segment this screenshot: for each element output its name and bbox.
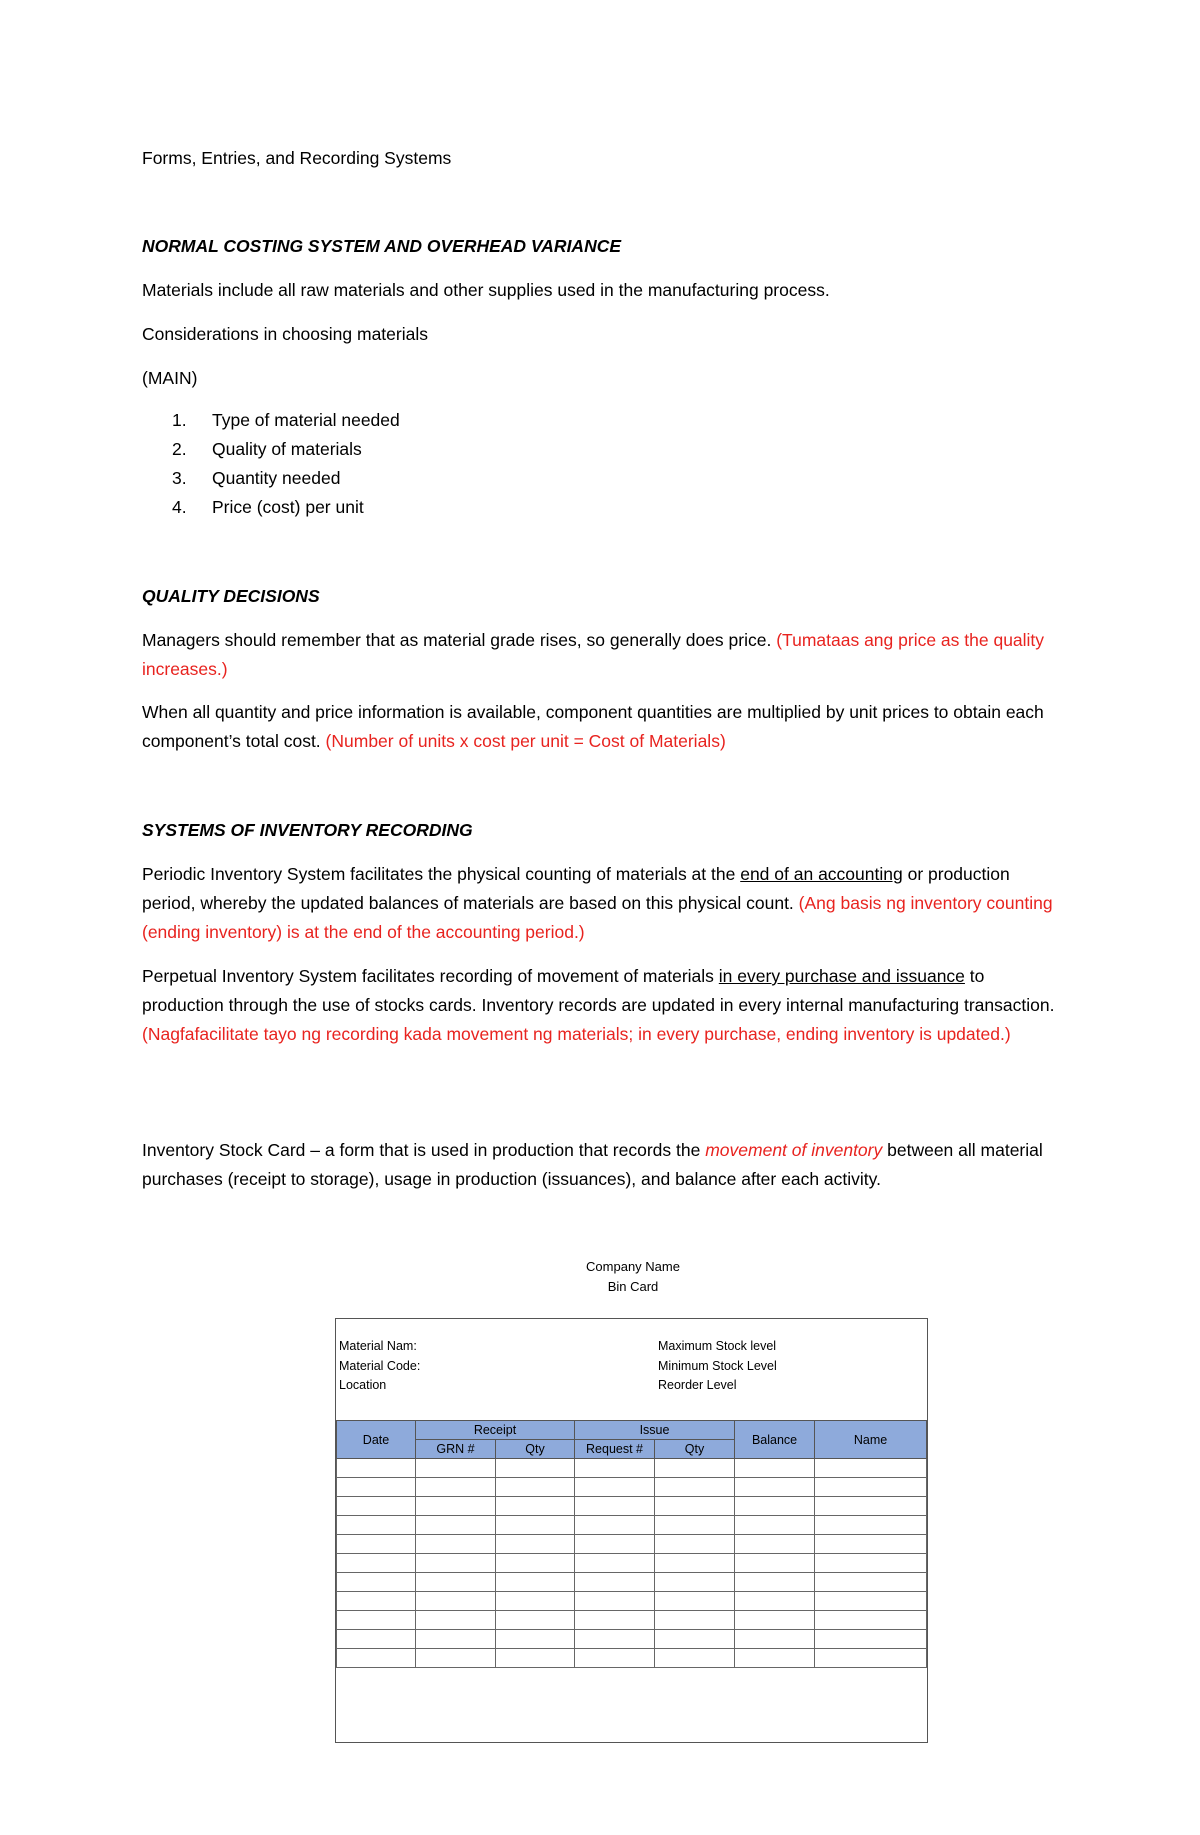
table-cell — [575, 1649, 655, 1668]
paragraph-text: to production through the use of stocks cards. Inventory records are updated in every internal manufacturing transaction. — [142, 966, 1055, 1015]
main-label: (MAIN) — [142, 368, 198, 388]
table-cell — [416, 1535, 496, 1554]
table-cell — [655, 1535, 735, 1554]
table-cell — [655, 1592, 735, 1611]
document-title: Forms, Entries, and Recording Systems — [142, 148, 452, 168]
table-cell — [496, 1611, 575, 1630]
table-cell — [496, 1459, 575, 1478]
perpetual-inventory-paragraph — [142, 962, 1062, 1049]
table-cell — [815, 1497, 927, 1516]
header-date: Date — [337, 1421, 416, 1459]
list-item-text: Price (cost) per unit — [212, 497, 364, 517]
considerations-label: Considerations in choosing materials — [142, 324, 428, 344]
table-row — [337, 1478, 927, 1497]
bin-card-info-right — [658, 1337, 777, 1396]
table-cell — [815, 1649, 927, 1668]
bin-card-rows — [337, 1459, 927, 1668]
bin-card-table — [336, 1420, 927, 1668]
materials-definition: Materials include all raw materials and other supplies used in the manufacturing process. — [142, 280, 830, 300]
red-note: (Tumataas ang price as the quality increases.) — [142, 630, 1045, 679]
paragraph-text: Periodic Inventory System facilitates the physical counting of materials at the — [142, 864, 736, 884]
table-cell — [496, 1535, 575, 1554]
table-cell — [575, 1478, 655, 1497]
table-cell — [416, 1554, 496, 1573]
table-cell — [815, 1535, 927, 1554]
table-cell — [575, 1516, 655, 1535]
table-cell — [575, 1535, 655, 1554]
table-cell — [575, 1611, 655, 1630]
table-cell — [337, 1554, 416, 1573]
list-item — [142, 493, 842, 522]
bin-card-company: Company Name — [586, 1259, 680, 1274]
list-item-number: 4. — [172, 497, 187, 517]
table-cell — [735, 1592, 815, 1611]
table-cell — [815, 1611, 927, 1630]
paragraph-text: When all quantity and price information is available, component quantities are multiplied by unit prices to obtain each component’s total cost. — [142, 702, 1044, 751]
min-stock-label: Minimum Stock Level — [658, 1358, 777, 1373]
material-name-label: Material Nam: — [339, 1339, 417, 1353]
bin-card-info-left — [339, 1337, 420, 1396]
table-cell — [496, 1516, 575, 1535]
location-label: Location — [339, 1378, 387, 1392]
table-cell — [655, 1573, 735, 1592]
list-item-number: 1. — [172, 410, 187, 430]
table-cell — [655, 1630, 735, 1649]
header-qty-receipt: Qty — [496, 1440, 575, 1459]
table-cell — [735, 1478, 815, 1497]
table-cell — [815, 1592, 927, 1611]
table-cell — [655, 1516, 735, 1535]
table-row — [337, 1516, 927, 1535]
table-cell — [655, 1554, 735, 1573]
section-heading-inventory-recording: SYSTEMS OF INVENTORY RECORDING — [142, 820, 473, 840]
header-grn: GRN # — [416, 1440, 496, 1459]
paragraph-text: Inventory Stock Card – a form that is used in production that records the — [142, 1140, 701, 1160]
table-cell — [416, 1573, 496, 1592]
table-cell — [496, 1573, 575, 1592]
header-receipt: Receipt — [416, 1421, 575, 1440]
paragraph-text: between all material purchases (receipt to storage), usage in production (issuances), and balance after each activity. — [142, 1140, 1043, 1189]
red-note: (Number of units x cost per unit = Cost of Materials) — [325, 731, 726, 751]
periodic-inventory-paragraph — [142, 860, 1062, 947]
table-cell — [655, 1497, 735, 1516]
reorder-label: Reorder Level — [658, 1378, 737, 1392]
table-cell — [337, 1592, 416, 1611]
table-cell — [815, 1554, 927, 1573]
table-cell — [815, 1478, 927, 1497]
table-cell — [337, 1478, 416, 1497]
list-item-number: 2. — [172, 439, 187, 459]
table-cell — [655, 1478, 735, 1497]
quality-paragraph-1 — [142, 626, 1062, 684]
table-row — [337, 1611, 927, 1630]
table-cell — [815, 1516, 927, 1535]
table-cell — [337, 1516, 416, 1535]
table-cell — [735, 1535, 815, 1554]
table-cell — [416, 1516, 496, 1535]
quality-paragraph-2 — [142, 698, 1062, 756]
table-cell — [735, 1497, 815, 1516]
table-cell — [416, 1611, 496, 1630]
list-item — [142, 464, 842, 493]
paragraph-text: Managers should remember that as material grade rises, so generally does price. — [142, 630, 772, 650]
table-cell — [496, 1649, 575, 1668]
bin-card-figure — [318, 1245, 948, 1755]
table-cell — [337, 1630, 416, 1649]
header-name: Name — [815, 1421, 927, 1459]
table-cell — [416, 1649, 496, 1668]
bin-card — [335, 1318, 928, 1743]
red-note: (Nagfafacilitate tayo ng recording kada movement ng materials; in every purchase, ending inventory is updated.) — [142, 1024, 1011, 1044]
table-cell — [416, 1497, 496, 1516]
considerations-list — [142, 406, 842, 522]
table-cell — [416, 1630, 496, 1649]
table-cell — [416, 1592, 496, 1611]
table-cell — [575, 1459, 655, 1478]
table-row — [337, 1535, 927, 1554]
table-cell — [735, 1516, 815, 1535]
table-cell — [337, 1535, 416, 1554]
table-cell — [735, 1611, 815, 1630]
table-cell — [337, 1459, 416, 1478]
table-cell — [496, 1592, 575, 1611]
table-cell — [655, 1649, 735, 1668]
table-cell — [735, 1630, 815, 1649]
header-qty-issue: Qty — [655, 1440, 735, 1459]
table-cell — [337, 1573, 416, 1592]
max-stock-label: Maximum Stock level — [658, 1339, 777, 1353]
list-item-text: Type of material needed — [212, 410, 400, 430]
table-cell — [496, 1630, 575, 1649]
table-row — [337, 1630, 927, 1649]
table-cell — [815, 1630, 927, 1649]
material-code-label: Material Code: — [339, 1358, 421, 1373]
table-cell — [735, 1554, 815, 1573]
red-note: (Ang basis ng inventory counting (ending inventory) is at the end of the accounting period.) — [142, 893, 1053, 942]
table-row — [337, 1592, 927, 1611]
table-cell — [735, 1573, 815, 1592]
table-row — [337, 1554, 927, 1573]
table-cell — [575, 1554, 655, 1573]
header-issue: Issue — [575, 1421, 735, 1440]
bin-card-title: Bin Card — [607, 1279, 659, 1294]
table-cell — [575, 1573, 655, 1592]
list-item — [142, 435, 842, 464]
red-emphasis: movement of inventory — [705, 1140, 883, 1160]
header-balance: Balance — [735, 1421, 815, 1459]
section-heading-quality-decisions: QUALITY DECISIONS — [142, 586, 320, 606]
table-cell — [496, 1478, 575, 1497]
header-request: Request # — [575, 1440, 655, 1459]
table-cell — [655, 1611, 735, 1630]
list-item — [142, 406, 842, 435]
table-cell — [575, 1592, 655, 1611]
table-cell — [575, 1630, 655, 1649]
list-item-number: 3. — [172, 468, 187, 488]
table-row — [337, 1497, 927, 1516]
paragraph-text: Perpetual Inventory System facilitates recording of movement of materials — [142, 966, 714, 986]
table-cell — [735, 1649, 815, 1668]
table-cell — [575, 1497, 655, 1516]
table-cell — [815, 1459, 927, 1478]
table-cell — [496, 1497, 575, 1516]
section-heading-normal-costing: NORMAL COSTING SYSTEM AND OVERHEAD VARIANCE — [142, 236, 622, 256]
table-row — [337, 1573, 927, 1592]
stock-card-paragraph — [142, 1136, 1062, 1194]
table-row — [337, 1459, 927, 1478]
underlined-text: in every purchase and issuance — [718, 966, 965, 986]
table-cell — [337, 1497, 416, 1516]
list-item-text: Quality of materials — [212, 439, 362, 459]
table-cell — [337, 1649, 416, 1668]
table-cell — [337, 1611, 416, 1630]
table-row — [337, 1649, 927, 1668]
table-cell — [496, 1554, 575, 1573]
underlined-text: end of an accounting — [740, 864, 903, 884]
table-cell — [815, 1573, 927, 1592]
paragraph-text: or production period, whereby the updated balances of materials are based on this physical count. — [142, 864, 1010, 913]
table-cell — [416, 1459, 496, 1478]
table-cell — [735, 1459, 815, 1478]
table-cell — [655, 1459, 735, 1478]
table-cell — [416, 1478, 496, 1497]
list-item-text: Quantity needed — [212, 468, 341, 488]
